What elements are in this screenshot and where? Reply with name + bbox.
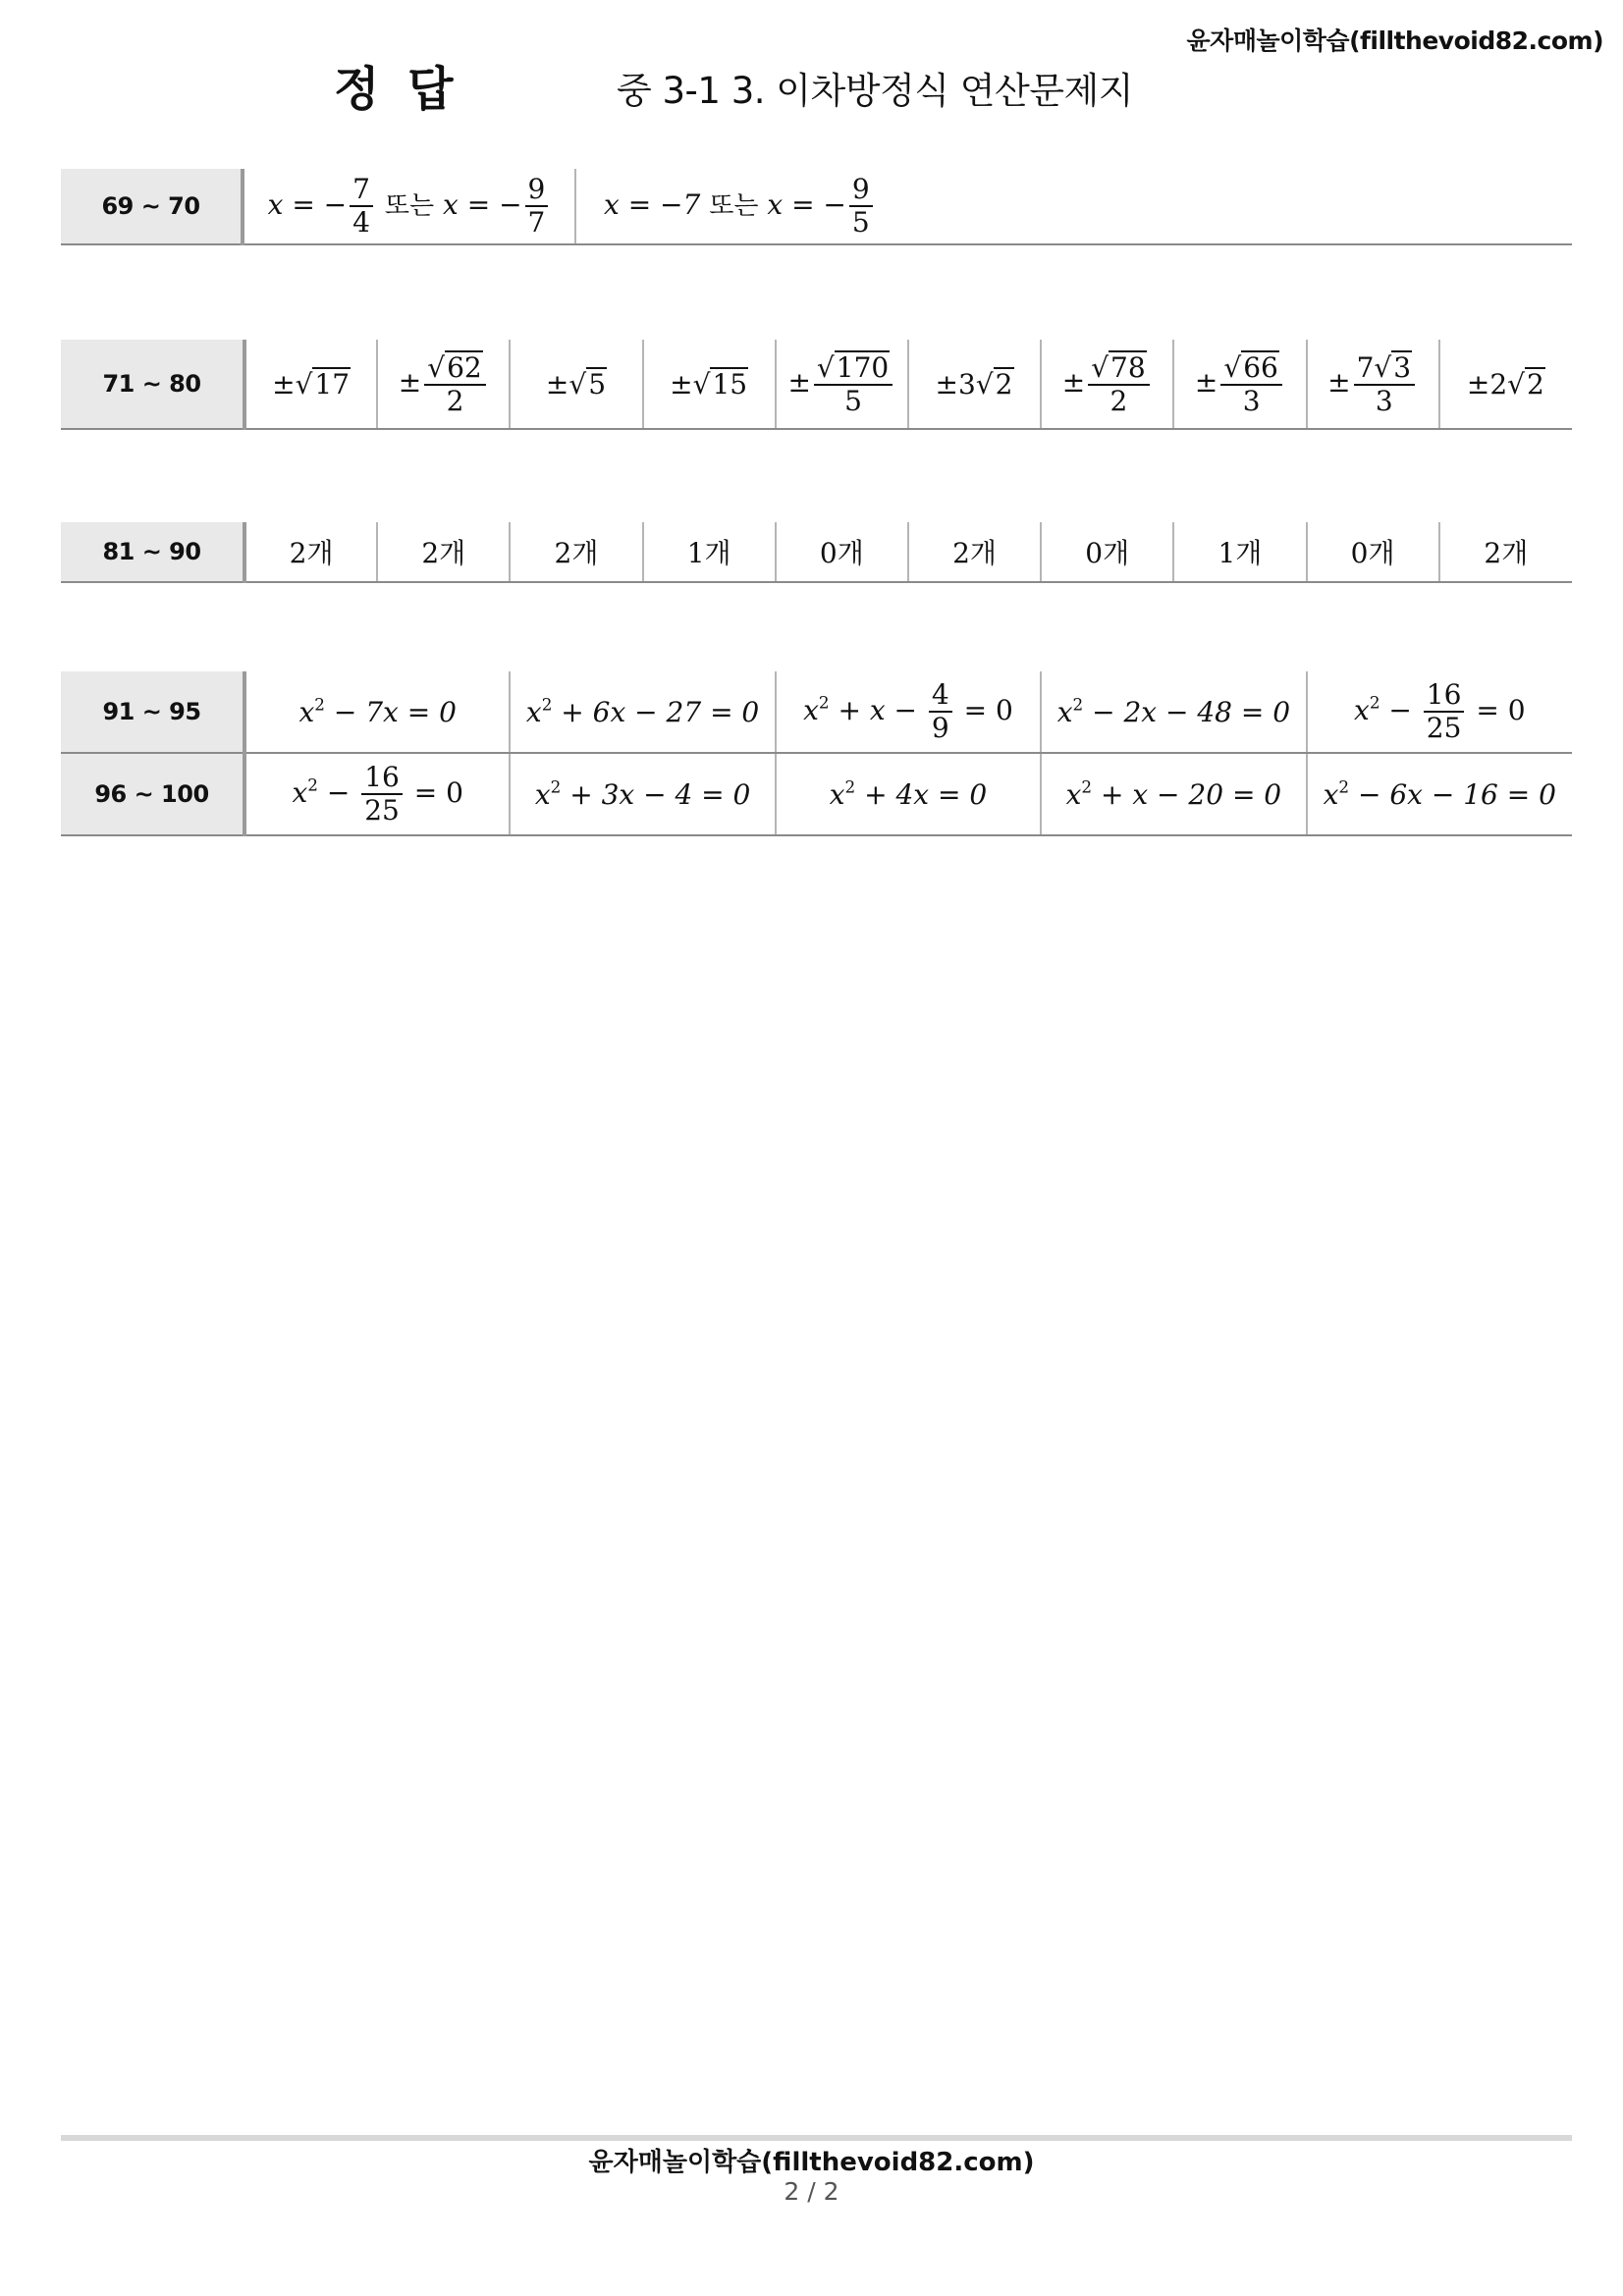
- answer-cell: [575, 169, 1572, 244]
- answer-cell: 2개: [377, 522, 510, 582]
- conjunction: 또는: [384, 190, 435, 221]
- answer-table-81-90: [61, 522, 1572, 583]
- row-label: 96 ~ 100: [61, 753, 244, 835]
- answer-cell: 2개: [1439, 522, 1572, 582]
- fraction: $\frac{9}{7}$: [525, 174, 549, 239]
- answer-cell: ±2√2: [1439, 340, 1572, 429]
- brand-header: 윤자매놀이학습(fillthevoid82.com): [1186, 27, 1603, 55]
- answer-cell: ± $\frac{√62}{2}$: [377, 340, 510, 429]
- answer-cell: ± $\frac{√78}{2}$: [1041, 340, 1173, 429]
- answer-cell: ± $\frac{7√3}{3}$: [1307, 340, 1439, 429]
- fraction: $\frac{9}{5}$: [849, 174, 873, 239]
- answer-cell: $x^2$ − $\frac{16}{25}$ = 0: [1307, 671, 1572, 753]
- worksheet-subtitle: 중 3-1 3. 이차방정식 연산문제지: [617, 70, 1133, 112]
- table-row: [61, 753, 1572, 835]
- math-text: x = −: [267, 187, 348, 221]
- answer-table-91-100: [61, 671, 1572, 836]
- answer-cell: $x^2 + 3x - 4 = 0$: [510, 753, 775, 835]
- answer-cell: 2개: [244, 522, 377, 582]
- answer-cell: 1개: [1173, 522, 1306, 582]
- math-text: x = −: [767, 187, 846, 221]
- answer-cell: 0개: [776, 522, 908, 582]
- answer-cell: ±√15: [643, 340, 776, 429]
- answer-cell: 2개: [908, 522, 1041, 582]
- math-text: x = −7: [604, 187, 701, 221]
- answer-cell: ±√5: [510, 340, 642, 429]
- conjunction: 또는: [709, 190, 759, 221]
- table-row: [61, 340, 1572, 429]
- answer-cell: ± $\frac{√170}{5}$: [776, 340, 908, 429]
- answer-table-71-80: [61, 340, 1572, 430]
- answer-cell: $x^2 + 4x = 0$: [776, 753, 1041, 835]
- answer-cell: ± $\frac{√66}{3}$: [1173, 340, 1306, 429]
- answer-cell: 0개: [1041, 522, 1173, 582]
- row-label: 81 ~ 90: [61, 522, 244, 582]
- answer-cell: $x^2 - 6x - 16 = 0$: [1307, 753, 1572, 835]
- answer-cell: $x^2 + x$ − $\frac{4}{9}$ = 0: [776, 671, 1041, 753]
- answer-cell: $x^2 - 2x - 48 = 0$: [1041, 671, 1306, 753]
- table-row: [61, 522, 1572, 582]
- row-label: 71 ~ 80: [61, 340, 244, 429]
- answer-cell: $x^2 - 7x = 0$: [244, 671, 510, 753]
- page-number: 2 / 2: [784, 2177, 839, 2206]
- row-label: 91 ~ 95: [61, 671, 244, 753]
- math-text: x = −: [443, 187, 522, 221]
- footer-brand: 윤자매놀이학습(fillthevoid82.com): [588, 2148, 1035, 2177]
- answer-cell: 2개: [510, 522, 642, 582]
- answer-table-69-70: [61, 169, 1572, 245]
- row-label: 69 ~ 70: [61, 169, 243, 244]
- footer-divider: [61, 2135, 1572, 2141]
- answer-cell: $x^2 + 6x - 27 = 0$: [510, 671, 775, 753]
- answer-cell: ±3√2: [908, 340, 1041, 429]
- answer-cell: 1개: [643, 522, 776, 582]
- answer-cell: [243, 169, 575, 244]
- answer-cell: $x^2$ − $\frac{16}{25}$ = 0: [244, 753, 510, 835]
- answer-cell: ±√17: [244, 340, 377, 429]
- table-row: [61, 671, 1572, 753]
- page-title: 정 답: [334, 62, 460, 117]
- answer-cell: $x^2 + x - 20 = 0$: [1041, 753, 1306, 835]
- fraction: $\frac{7}{4}$: [350, 174, 373, 239]
- table-row: [61, 169, 1572, 244]
- answer-cell: 0개: [1307, 522, 1439, 582]
